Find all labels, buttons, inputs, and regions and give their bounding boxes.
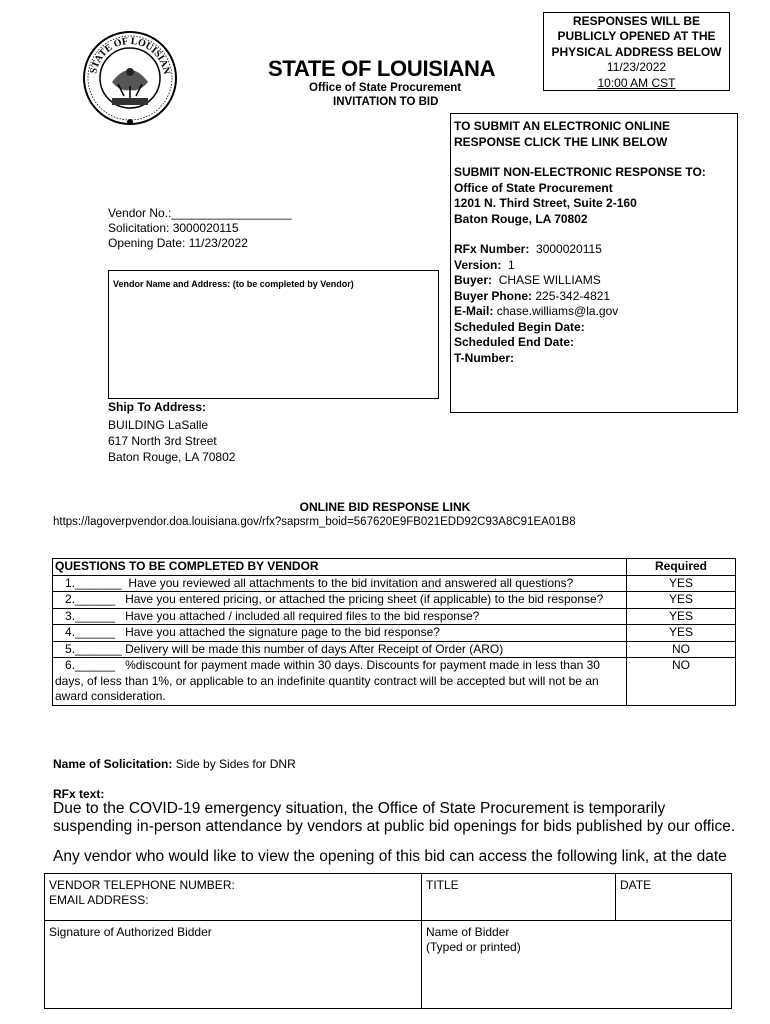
signature-cell[interactable] [45, 921, 422, 1009]
vendor-contact-cell[interactable] [45, 874, 422, 921]
required-value: NO [627, 658, 736, 706]
begin-date-label: Scheduled Begin Date: [454, 319, 585, 334]
rfx-info-box [450, 113, 738, 413]
responses-line: RESPONSES WILL BE [572, 14, 701, 28]
state-seal [82, 30, 178, 126]
online-link-title: ONLINE BID RESPONSE LINK [299, 500, 471, 514]
buyer-phone: 225-342-4821 [535, 288, 611, 303]
required-value: YES [627, 608, 736, 625]
signature-table [44, 873, 732, 1009]
end-date-label: Scheduled End Date: [454, 335, 575, 349]
email-address-label: EMAIL ADDRESS: [49, 893, 149, 907]
table-row [53, 608, 736, 625]
title-label: TITLE [426, 878, 459, 892]
table-row [53, 625, 736, 642]
ship-to-line: BUILDING LaSalle [108, 418, 209, 432]
ship-to-line: Baton Rouge, LA 70802 [108, 450, 236, 464]
required-header: Required [627, 559, 736, 576]
date-cell[interactable] [616, 874, 732, 921]
bidder-name-label: Name of Bidder [426, 925, 510, 939]
online-link-url[interactable]: https://lagoverpvendor.doa.louisiana.gov/rfx?sapsrm_boid=567620E9FB021EDD92C93A8C91EA01B8 [53, 516, 576, 528]
email-label: E-Mail: [454, 304, 494, 318]
vendor-box-label: Vendor Name and Address: (to be completed by Vendor) [113, 279, 354, 289]
seal-text: STATE OF LOUISIAN [88, 35, 172, 76]
address-line: 1201 N. Third Street, Suite 2-160 [454, 196, 637, 210]
signature-label: Signature of Authorized Bidder [49, 925, 212, 939]
tnumber-label: T-Number: [454, 350, 514, 365]
question-text: 1._______ Have you reviewed all attachments to the bid invitation and answered all questions? [53, 575, 627, 592]
bidder-name-sublabel: (Typed or printed) [426, 940, 521, 954]
rfx-number: 3000020115 [536, 242, 602, 256]
solicitation: Solicitation: 3000020115 [108, 221, 239, 235]
table-row [53, 575, 736, 592]
electronic-instruction: TO SUBMIT AN ELECTRONIC ONLINE [454, 119, 670, 133]
electronic-instruction: RESPONSE CLICK THE LINK BELOW [454, 134, 668, 149]
solicitation-name-label: Name of Solicitation: [53, 757, 173, 771]
table-row [53, 658, 736, 706]
questions-table [52, 558, 736, 706]
required-value: NO [627, 641, 736, 658]
address-line: Baton Rouge, LA 70802 [454, 211, 588, 226]
opening-time: 10:00 AM CST [597, 75, 676, 90]
phone-label: VENDOR TELEPHONE NUMBER: [49, 878, 235, 892]
rfx-text-para: Due to the COVID-19 emergency situation, the Office of State Procurement is temporarily suspending in-person attendance by vendors at public bid openings for bids published by our office. [53, 800, 736, 835]
responses-line: PUBLICLY OPENED AT THE [557, 29, 716, 44]
required-value: YES [627, 625, 736, 642]
question-text: 3.______ Have you attached / included all required files to the bid response? [53, 608, 627, 625]
question-text: 6.______ %discount for payment made within 30 days. Discounts for payment made in less than 30 days, of less than 1%, or applicable to an indefinite quantity contract will be accepted but will not be an award consideration. [53, 658, 627, 706]
nonelectronic-title: SUBMIT NON-ELECTRONIC RESPONSE TO: [454, 165, 706, 179]
responses-line: PHYSICAL ADDRESS BELOW [551, 44, 722, 59]
questions-header: QUESTIONS TO BE COMPLETED BY VENDOR [53, 559, 627, 576]
address-line: Office of State Procurement [454, 180, 613, 195]
ship-to-label: Ship To Address: [108, 400, 207, 414]
buyer-phone-label: Buyer Phone: [454, 288, 533, 303]
table-row [53, 641, 736, 658]
table-row [53, 592, 736, 609]
required-value: YES [627, 575, 736, 592]
title-cell[interactable] [422, 874, 616, 921]
version: 1 [508, 257, 515, 272]
opening-date: 11/23/2022 [606, 60, 667, 75]
doc-type: INVITATION TO BID [333, 96, 439, 108]
question-text: 2.______ Have you entered pricing, or attached the pricing sheet (if applicable) to the bid response? [53, 592, 627, 609]
table-header-row [53, 559, 736, 576]
rfx-text-para: Any vendor who would like to view the opening of this bid can access the following link, at the date [53, 848, 727, 865]
version-label: Version: [454, 257, 502, 272]
vendor-no: Vendor No.:__________________ [108, 206, 292, 220]
solicitation-name: Side by Sides for DNR [175, 757, 296, 771]
ship-to-line: 617 North 3rd Street [108, 434, 217, 448]
buyer-label: Buyer: [454, 273, 493, 287]
vendor-address-box[interactable] [108, 270, 439, 399]
date-label: DATE [620, 878, 652, 892]
rfx-number-label: RFx Number: [454, 242, 530, 256]
office-name: Office of State Procurement [309, 82, 462, 94]
bidder-name-cell[interactable] [422, 921, 732, 1009]
page-title: STATE OF LOUISIANA [268, 56, 496, 81]
opening-date-info: Opening Date: 11/23/2022 [108, 236, 248, 250]
required-value: YES [627, 592, 736, 609]
question-text: 4.______ Have you attached the signature page to the bid response? [53, 625, 627, 642]
responses-box [543, 12, 730, 91]
rfx-text-label: RFx text: [53, 787, 105, 801]
buyer-email[interactable]: chase.williams@la.gov [496, 304, 619, 318]
buyer-name: CHASE WILLIAMS [498, 273, 601, 287]
question-text: 5._______ Delivery will be made this number of days After Receipt of Order (ARO) [53, 641, 627, 658]
